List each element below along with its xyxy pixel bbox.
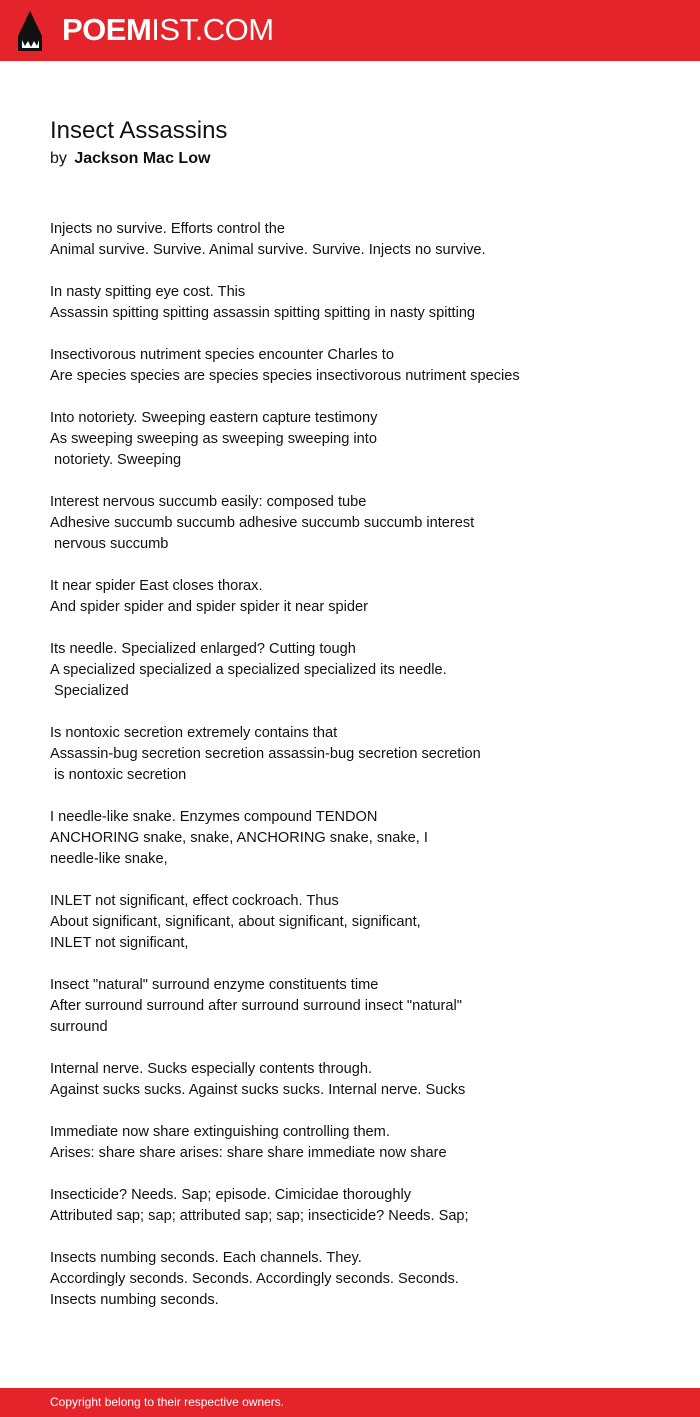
poem-line: INLET not significant, — [50, 935, 189, 951]
poem-line: notoriety. Sweeping — [50, 452, 182, 468]
poem-stanza — [50, 723, 670, 786]
poem-line: Attributed sap; sap; attributed sap; sap; insecticide? Needs. Sap; — [50, 1208, 469, 1224]
poem-line: Immediate now share extinguishing controlling them. — [50, 1124, 390, 1140]
poem-line: surround — [50, 1019, 108, 1035]
poem-stanza — [50, 1059, 670, 1101]
poem-line: Insects numbing seconds. — [50, 1292, 219, 1308]
poem-stanza — [50, 219, 670, 261]
poem-line: A specialized specialized a specialized specialized its needle. — [50, 662, 447, 678]
poem-line: is nontoxic secretion — [50, 767, 187, 783]
poem-line: Into notoriety. Sweeping eastern capture testimony — [50, 410, 378, 426]
poem-stanza — [50, 807, 670, 870]
poem-line: I needle-like snake. Enzymes compound TENDON — [50, 809, 378, 825]
poem-line: Against sucks sucks. Against sucks sucks. Internal nerve. Sucks — [50, 1082, 466, 1098]
poem-stanza — [50, 891, 670, 954]
poem-stanza — [50, 975, 670, 1038]
poem-stanza — [50, 1185, 670, 1227]
site-header — [0, 0, 700, 61]
poem-body — [50, 219, 670, 1332]
poem-line: Injects no survive. Efforts control the — [50, 221, 285, 237]
poem-line: Insectivorous nutriment species encounter Charles to — [50, 347, 394, 363]
poem-line: Its needle. Specialized enlarged? Cutting tough — [50, 641, 356, 657]
site-logo[interactable] — [62, 12, 274, 48]
poem-title: Insect Assassins — [50, 117, 228, 144]
poem-line: Interest nervous succumb easily: composed tube — [50, 494, 367, 510]
poem-stanza — [50, 1122, 670, 1164]
byline — [50, 148, 210, 170]
site-footer — [0, 1388, 700, 1417]
poem-line: About significant, significant, about significant, significant, — [50, 914, 421, 930]
poem-line: Assassin-bug secretion secretion assassin-bug secretion secretion — [50, 746, 481, 762]
poem-line: Is nontoxic secretion extremely contains that — [50, 725, 338, 741]
poem-line: Are species species are species species insectivorous nutriment species — [50, 368, 520, 384]
logo-bold-text: POEM — [62, 12, 152, 47]
poem-line: needle-like snake, — [50, 851, 168, 867]
poem-stanza — [50, 492, 670, 555]
poem-line: Insects numbing seconds. Each channels. They. — [50, 1250, 362, 1266]
poem-line: Accordingly seconds. Seconds. Accordingly seconds. Seconds. — [50, 1271, 459, 1287]
poem-stanza — [50, 1248, 670, 1311]
poem-stanza — [50, 408, 670, 471]
copyright-text: Copyright belong to their respective owners. — [50, 1395, 285, 1409]
poem-line: As sweeping sweeping as sweeping sweeping into — [50, 431, 377, 447]
poem-stanza — [50, 576, 670, 618]
pencil-logo-icon[interactable] — [17, 10, 43, 52]
poem-line: ANCHORING snake, snake, ANCHORING snake, snake, I — [50, 830, 428, 846]
logo-light-text: IST.COM — [151, 12, 274, 47]
poem-line: Insect "natural" surround enzyme constituents time — [50, 977, 379, 993]
author-name[interactable]: Jackson Mac Low — [74, 150, 211, 167]
poem-line: Insecticide? Needs. Sap; episode. Cimicidae thoroughly — [50, 1187, 411, 1203]
poem-line: Animal survive. Survive. Animal survive. Survive. Injects no survive. — [50, 242, 486, 258]
poem-line: Internal nerve. Sucks especially contents through. — [50, 1061, 373, 1077]
poem-line: And spider spider and spider spider it near spider — [50, 599, 368, 615]
poem-line: Specialized — [50, 683, 129, 699]
poem-stanza — [50, 639, 670, 702]
poem-line: In nasty spitting eye cost. This — [50, 284, 246, 300]
poem-stanza — [50, 345, 670, 387]
poem-line: Adhesive succumb succumb adhesive succumb succumb interest — [50, 515, 475, 531]
poem-line: nervous succumb — [50, 536, 169, 552]
poem-line: Arises: share share arises: share share immediate now share — [50, 1145, 447, 1161]
poem-line: Assassin spitting spitting assassin spitting spitting in nasty spitting — [50, 305, 476, 321]
by-label: by — [50, 150, 67, 167]
poem-stanza — [50, 282, 670, 324]
poem-line: It near spider East closes thorax. — [50, 578, 263, 594]
poem-line: After surround surround after surround surround insect "natural" — [50, 998, 462, 1014]
poem-line: INLET not significant, effect cockroach. Thus — [50, 893, 339, 909]
